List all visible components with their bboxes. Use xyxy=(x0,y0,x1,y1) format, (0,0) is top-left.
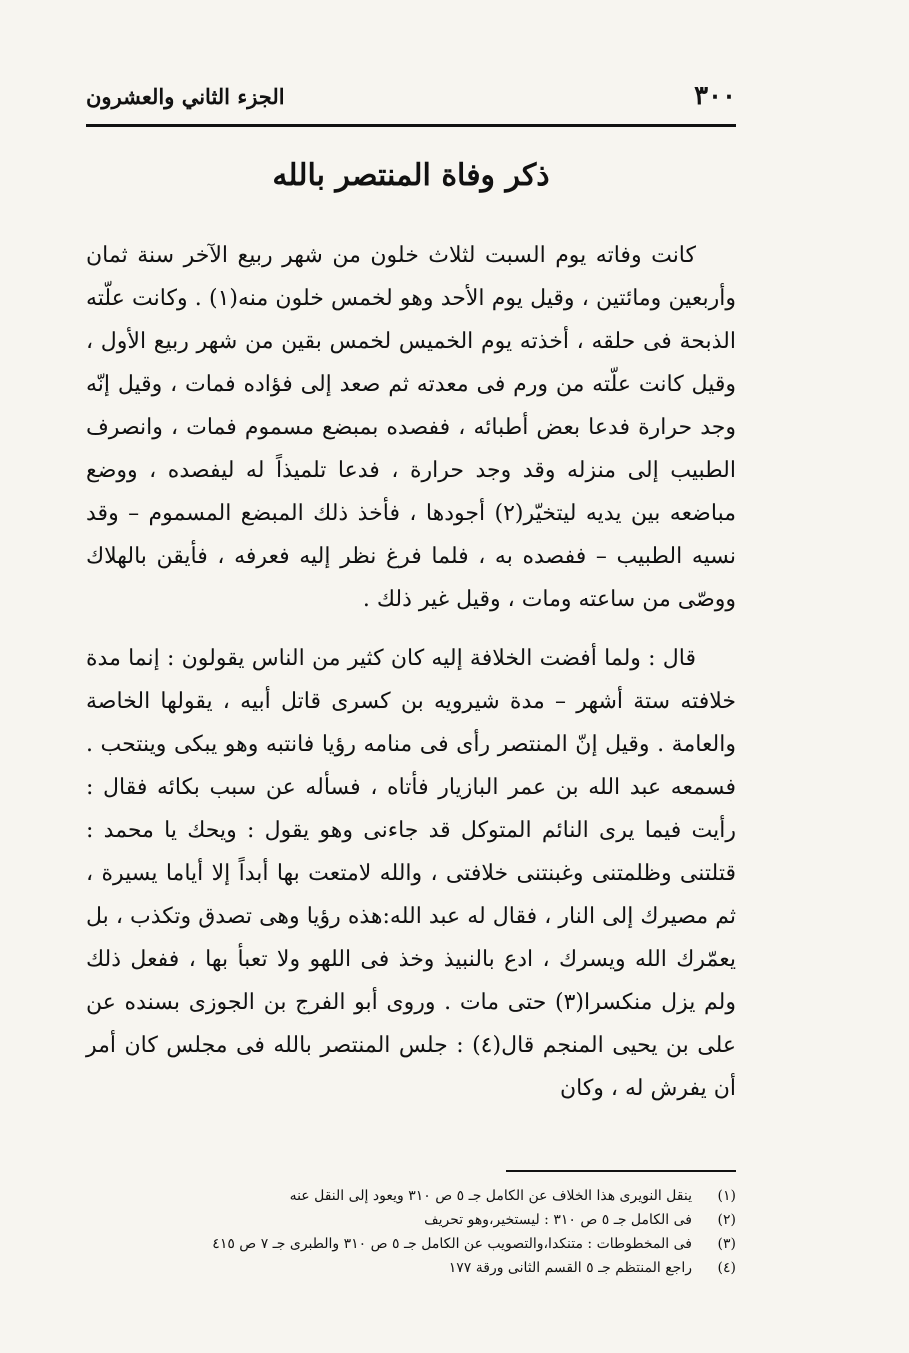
footnote xyxy=(86,1184,736,1208)
footnote xyxy=(86,1232,736,1256)
footnote-text: راجع المنتظم جـ ٥ القسم الثانى ورقة ١٧٧ xyxy=(448,1260,692,1276)
footnote-number: (٤) xyxy=(717,1260,736,1276)
footnote-number: (١) xyxy=(717,1188,736,1204)
footnote-rule xyxy=(506,1170,736,1172)
body-text xyxy=(86,234,736,1110)
paragraph: قال : ولما أفضت الخلافة إليه كان كثير من الناس يقولون : إنما مدة خلافته ستة أشهر – مدة شيرويه بن كسرى قاتل أبيه ، يقولها الخاصة والعامة . وقيل إنّ المنتصر رأى فى منامه رؤيا فانتبه وهو يبكى وينتحب . فسمعه عبد الله بن عمر البازيار فأتاه ، فسأله عن سبب بكائه فقال : رأيت فيما يرى النائم المتوكل قد جاءنى وهو يقول : ويحك يا محمد : قتلتنى وظلمتنى وغبنتنى خلافتى ، والله لامتعت بها أبداً إلا أياما يسيرة ، ثم مصيرك إلى النار ، فقال له عبد الله:هذه رؤيا وهى تصدق وتكذب ، بل يعمّرك الله ويسرك ، ادع بالنبيذ وخذ فى اللهو ولا تعبأ بها ، ففعل ذلك ولم يزل منكسرا(٣) حتى مات . وروى أبو الفرج بن الجوزى بسنده عن على بن يحيى المنجم قال(٤) : جلس المنتصر بالله فى مجلس كان أمر أن يفرش له ، وكان xyxy=(86,646,736,1101)
header-rule xyxy=(86,124,736,127)
footnote-number: (٢) xyxy=(717,1212,736,1228)
footnotes xyxy=(86,1184,736,1280)
running-title: الجزء الثاني والعشرون xyxy=(86,83,285,109)
section-title: ذكر وفاة المنتصر بالله xyxy=(272,158,550,193)
paragraph: كانت وفاته يوم السبت لثلاث خلون من شهر ربيع الآخر سنة ثمان وأربعين ومائتين ، وقيل يوم الأحد وهو لخمس خلون منه(١) . وكانت علّته الذبحة فى حلقه ، أخذته يوم الخميس لخمس بقين من شهر ربيع الأول ، وقيل كانت علّته من ورم فى معدته ثم صعد إلى فؤاده فمات ، وقيل إنّه وجد حرارة فدعا بعض أطبائه ، ففصده بمبضع مسموم فمات ، وانصرف الطبيب إلى منزله وقد وجد حرارة ، فدعا تلميذاً له ليفصده ، ووضع مباضعه بين يديه ليتخيّر(٢) أجودها ، فأخذ ذلك المبضع المسموم – وقد نسيه الطبيب – ففصده به ، فلما فرغ نظر إليه فعرفه ، فأيقن بالهلاك ووصّى من ساعته ومات ، وقيل غير ذلك . xyxy=(86,243,736,612)
page-number: ٣٠٠ xyxy=(694,81,736,111)
footnote-text: فى المخطوطات : متنكدا،والتصويب عن الكامل جـ ٥ ص ٣١٠ والطبرى جـ ٧ ص ٤١٥ xyxy=(212,1236,692,1252)
footnote xyxy=(86,1208,736,1232)
footnote-text: فى الكامل جـ ٥ ص ٣١٠ : ليستخير،وهو تحريف xyxy=(424,1212,692,1228)
footnote-number: (٣) xyxy=(717,1236,736,1252)
footnote-text: ينقل النويرى هذا الخلاف عن الكامل جـ ٥ ص ٣١٠ ويعود إلى النقل عنه xyxy=(289,1188,692,1204)
footnote xyxy=(86,1256,736,1280)
page-header xyxy=(86,76,736,116)
